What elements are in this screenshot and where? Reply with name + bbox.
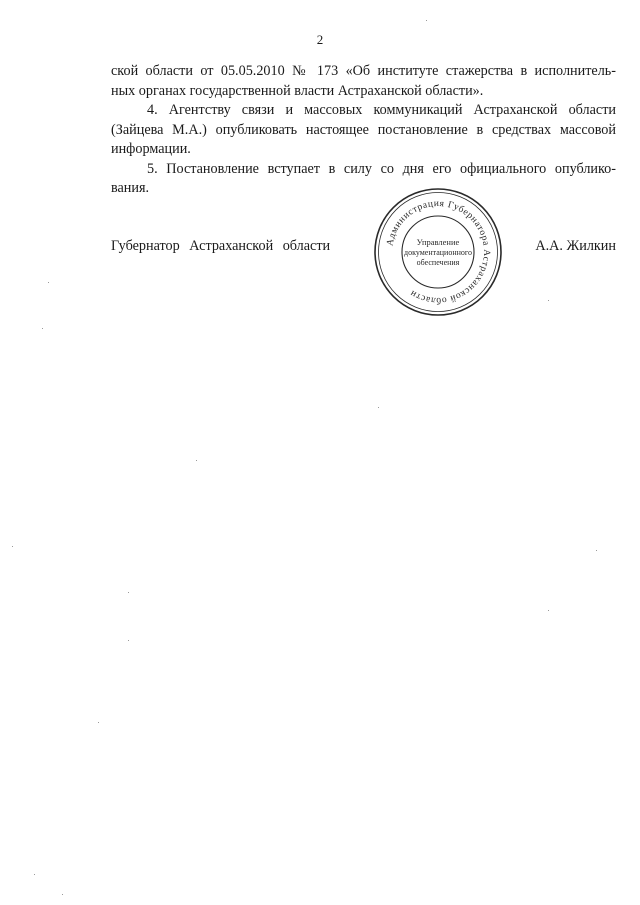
scan-speck xyxy=(596,550,597,551)
scan-speck xyxy=(548,300,549,301)
scan-speck xyxy=(128,592,129,593)
paragraph-3-line-2: ных органах государственной власти Астраханской области». xyxy=(111,82,484,99)
scan-speck xyxy=(98,722,99,723)
paragraph-3-line-1: ской области от 05.05.2010 № 173 «Об институте стажерства в исполнитель- xyxy=(111,63,616,79)
signature-block xyxy=(111,238,616,260)
seal-center-line-2: документационного xyxy=(404,248,472,257)
scan-speck xyxy=(196,460,197,461)
seal-ring-text: Администрация Губернатора Астраханской области xyxy=(385,198,492,306)
signatory-name: А.А. Жилкин xyxy=(535,238,616,254)
official-seal-stamp xyxy=(372,186,504,318)
scan-speck xyxy=(548,610,549,611)
paragraph-4-line-3: информации. xyxy=(111,141,191,157)
signatory-title: Губернатор Астраханской области xyxy=(111,238,331,254)
scan-speck xyxy=(62,894,63,895)
paragraph-5-line-2: вания. xyxy=(111,180,150,196)
scan-speck xyxy=(42,328,43,329)
document-body xyxy=(111,62,616,199)
scan-speck xyxy=(378,407,379,408)
paragraph-5-line-1: 5. Постановление вступает в силу со дня его официального опублико- xyxy=(147,160,616,177)
page-number: 2 xyxy=(316,32,324,47)
seal-center-line-3: обеспечения xyxy=(416,258,460,267)
scan-speck xyxy=(128,640,129,641)
scan-speck xyxy=(48,282,49,283)
seal-icon xyxy=(372,186,504,318)
paragraph-4-line-1: 4. Агентству связи и массовых коммуникаций Астраханской области xyxy=(147,102,616,118)
paragraph-4-line-2: (Зайцева М.А.) опубликовать настоящее постановление в средствах массовой xyxy=(111,121,616,138)
scan-speck xyxy=(34,874,35,875)
scan-speck xyxy=(426,20,427,21)
scan-speck xyxy=(12,546,13,547)
seal-center-line-1: Управление xyxy=(416,237,460,247)
